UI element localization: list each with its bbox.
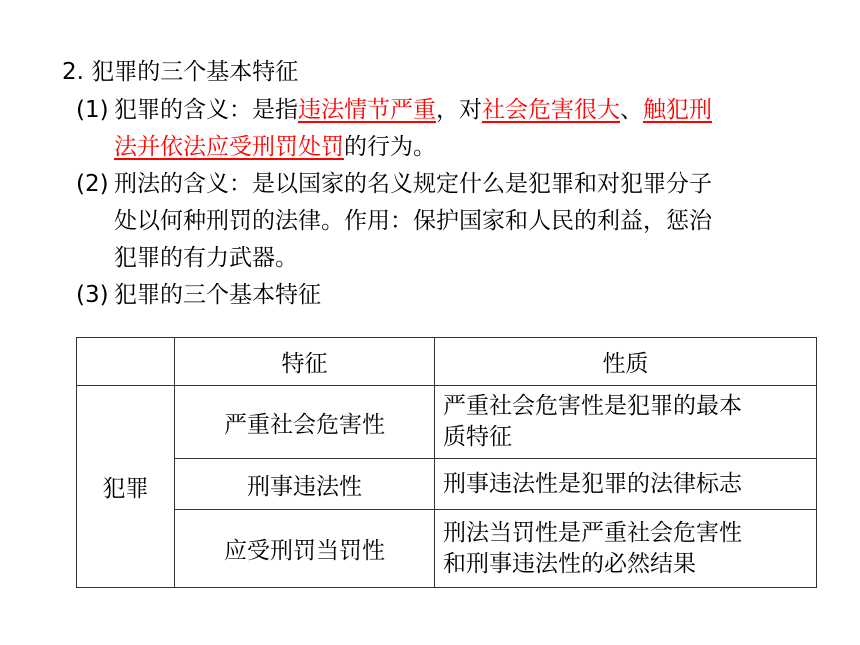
section-heading: 2. 犯罪的三个基本特征: [62, 59, 299, 85]
header-empty: [77, 338, 175, 386]
text-line: 处以何种刑罚的法律。作用：保护国家和人民的利益，惩治: [114, 208, 712, 234]
nature-cell: 刑事违法性是犯罪的法律标志: [435, 459, 817, 510]
paragraph-criminal-law-definition: [76, 166, 816, 277]
text-segment: 、: [620, 97, 643, 123]
header-feature: 特征: [175, 338, 435, 386]
highlight-serious-violation: 违法情节严重: [298, 97, 436, 123]
highlight-social-harm: 社会危害很大: [482, 97, 620, 123]
header-nature: 性质: [435, 338, 817, 386]
text-segment: 犯罪的含义：是指: [114, 97, 298, 123]
highlight-violate-criminal-law: 触犯刑: [643, 97, 712, 123]
table-header-row: [77, 338, 817, 386]
feature-cell: 刑事违法性: [175, 459, 435, 510]
feature-cell: 应受刑罚当罚性: [175, 510, 435, 588]
text-line: 犯罪的三个基本特征: [114, 282, 321, 308]
paragraph-crime-definition: [76, 92, 816, 166]
item-number: (3): [76, 282, 109, 308]
text-segment: 的行为。: [344, 134, 436, 160]
nature-cell: 刑法当罚性是严重社会危害性 和刑事违法性的必然结果: [435, 510, 817, 588]
feature-cell: 严重社会危害性: [175, 386, 435, 459]
crime-features-table: [76, 337, 817, 588]
group-label-crime: 犯罪: [77, 386, 175, 588]
item-number: (1): [76, 97, 109, 123]
table-row: [77, 459, 817, 510]
nature-cell: 严重社会危害性是犯罪的最本 质特征: [435, 386, 817, 459]
paragraph-three-features: [76, 277, 816, 314]
item-number: (2): [76, 171, 109, 197]
text-segment: ，对: [436, 97, 482, 123]
text-line: 刑法的含义：是以国家的名义规定什么是犯罪和对犯罪分子: [114, 171, 712, 197]
table-row: [77, 510, 817, 588]
text-line: 犯罪的有力武器。: [114, 245, 298, 271]
highlight-punishable: 法并依法应受刑罚处罚: [114, 134, 344, 160]
table-row: [77, 386, 817, 459]
